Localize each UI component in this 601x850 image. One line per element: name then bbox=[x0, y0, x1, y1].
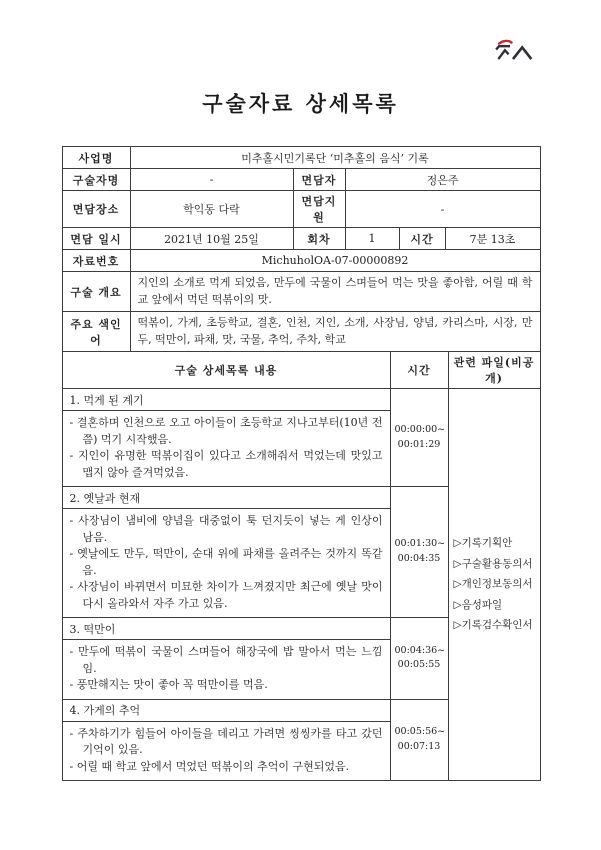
row-narrator bbox=[62, 169, 540, 191]
detail-list-table bbox=[62, 351, 541, 781]
row-date bbox=[62, 228, 540, 250]
section-content bbox=[62, 640, 390, 700]
time-start: 00:04:36~ bbox=[394, 644, 446, 656]
time-end: 00:07:13 bbox=[397, 740, 441, 752]
narrator-value: - bbox=[130, 169, 293, 191]
doc-number-value: MichuholOA-07-00000892 bbox=[130, 250, 540, 272]
related-file-item: ▷개인정보동의서 bbox=[453, 578, 533, 591]
project-value: 미추홀시민기록단 ‘미추홀의 음식’ 기록 bbox=[130, 147, 540, 169]
place-label: 면담장소 bbox=[62, 191, 130, 228]
page-title: 구술자료 상세목록 bbox=[202, 91, 399, 116]
place-value: 학익동 다락 bbox=[130, 191, 293, 228]
time-end: 00:01:29 bbox=[397, 438, 441, 450]
section-title: 4. 가게의 추억 bbox=[62, 699, 390, 721]
section-content bbox=[62, 721, 390, 781]
support-label: 면담지원 bbox=[293, 191, 345, 228]
time-end: 00:05:55 bbox=[397, 659, 441, 671]
summary-value: 지인의 소개로 먹게 되었음, 만두에 국물이 스며들어 먹는 맛을 좋아함, 어릴 때 학교 앞에서 먹던 떡볶이의 맛. bbox=[130, 272, 540, 312]
support-value: - bbox=[345, 191, 540, 228]
bullet-item: - 옛날에도 만두, 떡만이, 순대 위에 파채를 올려주는 것까지 똑같음. bbox=[70, 546, 383, 579]
keywords-value: 떡볶이, 가게, 초등학교, 결혼, 인천, 지인, 소개, 사장님, 양념, 카리스마, 시장, 만두, 떡만이, 파채, 맛, 국물, 추억, 주차, 학교 bbox=[130, 312, 540, 352]
session-value: 1 bbox=[345, 228, 399, 250]
section-time bbox=[390, 389, 448, 487]
summary-label: 구술 개요 bbox=[62, 272, 130, 312]
interview-info-table bbox=[62, 146, 541, 352]
section-content bbox=[62, 509, 390, 618]
tables-container bbox=[62, 146, 540, 781]
time-start: 00:00:00~ bbox=[394, 423, 446, 435]
detail-header-row bbox=[62, 352, 540, 389]
time-start: 00:01:30~ bbox=[394, 538, 446, 550]
narrator-label: 구술자명 bbox=[62, 169, 130, 191]
related-file-item: ▷기록검수확인서 bbox=[453, 619, 533, 632]
section-title: 1. 먹게 된 계기 bbox=[62, 389, 390, 411]
bullet-item: - 만두에 떡볶이 국물이 스며들어 해장국에 밥 말아서 먹는 느낌임. bbox=[70, 644, 383, 677]
bullet-item: - 풍만해지는 맛이 좋아 꼭 떡만이를 먹음. bbox=[70, 677, 383, 694]
related-files-cell bbox=[448, 389, 540, 781]
time-start: 00:05:56~ bbox=[394, 726, 446, 738]
section-title: 3. 떡만이 bbox=[62, 618, 390, 640]
doc-number-label: 자료번호 bbox=[62, 250, 130, 272]
row-summary bbox=[62, 272, 540, 312]
detail-header-content: 구술 상세목록 내용 bbox=[62, 352, 390, 389]
session-label: 회차 bbox=[293, 228, 345, 250]
date-label: 면담 일시 bbox=[62, 228, 130, 250]
section-content bbox=[62, 411, 390, 487]
row-doc-number bbox=[62, 250, 540, 272]
section-time bbox=[390, 699, 448, 781]
detail-header-files: 관련 파일(비공개) bbox=[448, 352, 540, 389]
interviewer-label: 면담자 bbox=[293, 169, 345, 191]
project-label: 사업명 bbox=[62, 147, 130, 169]
bullet-item: - 사장님이 냄비에 양념을 대중없이 툭 던지듯이 넣는 게 인상이 남음. bbox=[70, 513, 383, 546]
related-file-item: ▷음성파일 bbox=[453, 598, 503, 611]
bullet-item: - 지인이 유명한 떡볶이집이 있다고 소개해줘서 먹었는데 맛있고 맵지 않아 즐겨먹었음. bbox=[70, 448, 383, 481]
bullet-item: - 사장님이 바뀌면서 미묘한 차이가 느껴졌지만 최근에 옛날 맛이 다시 올라와서 자주 가고 있음. bbox=[70, 579, 383, 612]
organization-logo-icon bbox=[491, 36, 535, 66]
section-1-title-row bbox=[62, 389, 540, 411]
row-keywords bbox=[62, 312, 540, 352]
section-title: 2. 옛날과 현재 bbox=[62, 487, 390, 509]
date-value: 2021년 10월 25일 bbox=[130, 228, 293, 250]
bullet-item: - 주차하기가 힘들어 아이들을 데리고 가려면 씽씽카를 타고 갔던 기억이 있음. bbox=[70, 726, 383, 759]
time-end: 00:04:35 bbox=[397, 553, 441, 564]
section-time bbox=[390, 487, 448, 618]
duration-label: 시간 bbox=[399, 228, 445, 250]
duration-value: 7분 13초 bbox=[445, 228, 540, 250]
related-file-item: ▷기록기획안 bbox=[453, 537, 513, 550]
row-place bbox=[62, 191, 540, 228]
bullet-item: - 결혼하며 인천으로 오고 아이들이 초등학교 지나고부터(10년 전쯤) 먹기 시작했음. bbox=[70, 415, 383, 448]
bullet-item: - 어릴 때 학교 앞에서 먹었던 떡볶이의 추억이 구현되었음. bbox=[70, 759, 383, 776]
keywords-label: 주요 색인어 bbox=[62, 312, 130, 352]
related-file-item: ▷구술활용동의서 bbox=[453, 557, 533, 570]
detail-header-time: 시간 bbox=[390, 352, 448, 389]
section-time bbox=[390, 618, 448, 700]
interviewer-value: 정은주 bbox=[345, 169, 540, 191]
row-project bbox=[62, 147, 540, 169]
